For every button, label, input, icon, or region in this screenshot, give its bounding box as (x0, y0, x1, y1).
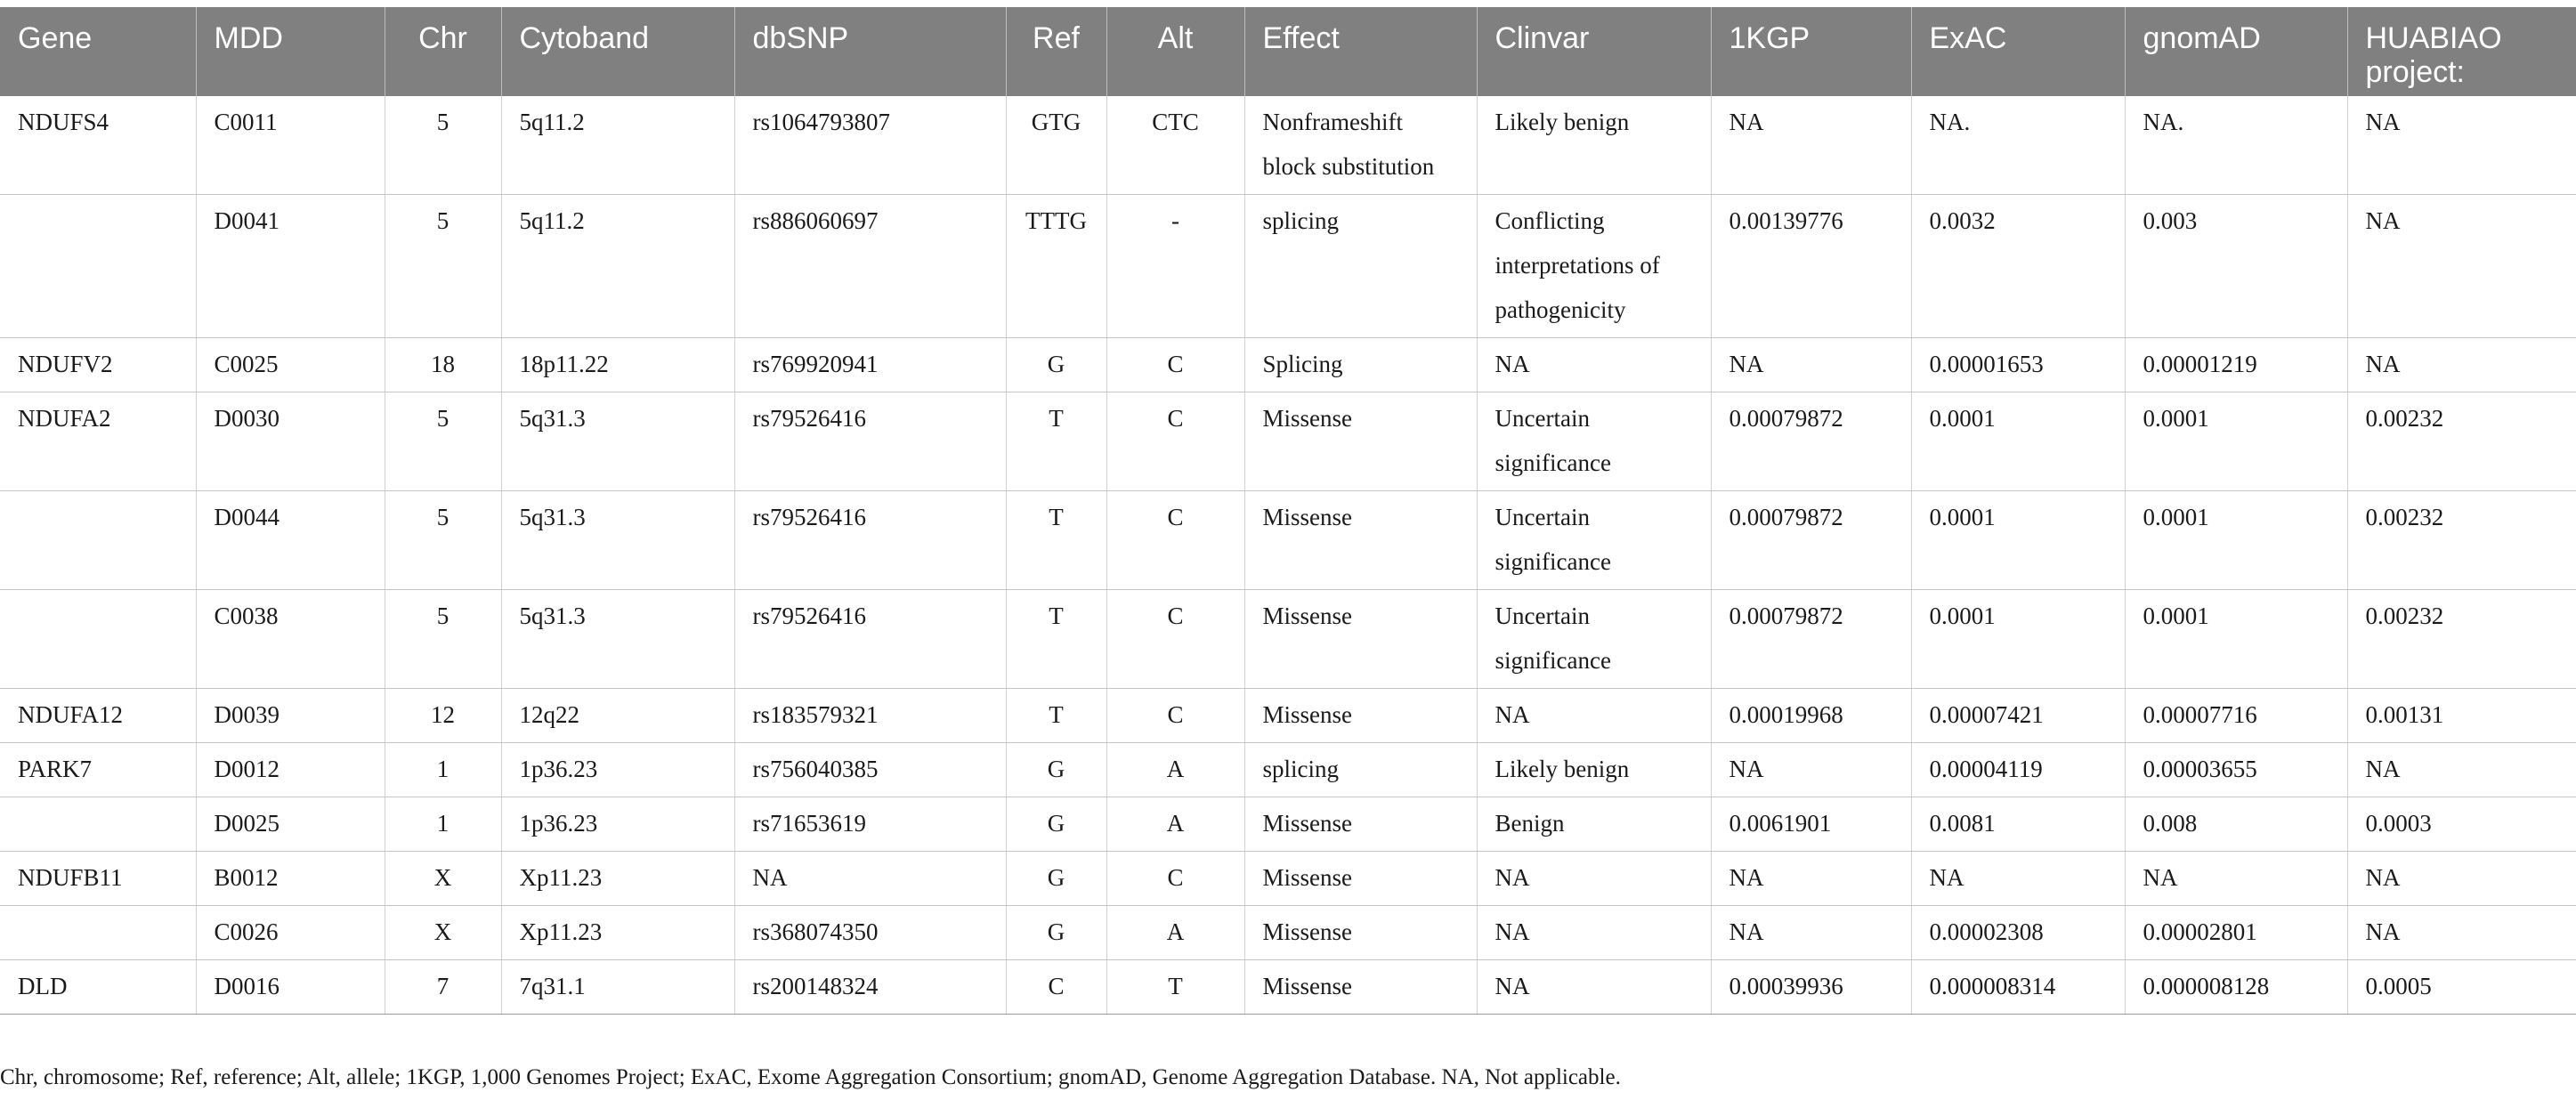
cell-clinvar: Likely benign (1477, 743, 1711, 797)
header-chr: Chr (385, 7, 501, 96)
cell-ref: T (1006, 689, 1106, 743)
cell-dbsnp: rs769920941 (734, 338, 1006, 392)
cell-cytoband: 7q31.1 (501, 960, 734, 1015)
cell-alt: A (1106, 906, 1244, 960)
cell-chr: X (385, 906, 501, 960)
header-huabiao: HUABIAO project: (2365, 21, 2502, 89)
cell-chr: 5 (385, 590, 501, 689)
cell-chr: 18 (385, 338, 501, 392)
cell-chr: 1 (385, 797, 501, 852)
cell-mdd: D0025 (196, 797, 385, 852)
table-row (0, 797, 2576, 852)
header-cytoband: Cytoband (501, 7, 734, 96)
cell-huabiao: 0.00232 (2347, 491, 2576, 590)
cell-exac: 0.00001653 (1911, 338, 2125, 392)
cell-effect: Missense (1244, 960, 1477, 1015)
cell-dbsnp: rs79526416 (734, 491, 1006, 590)
cell-cytoband: 5q11.2 (501, 195, 734, 338)
cell-chr: 7 (385, 960, 501, 1015)
header-alt: Alt (1106, 7, 1244, 96)
cell-cytoband: 18p11.22 (501, 338, 734, 392)
cell-chr: 5 (385, 392, 501, 491)
cell-dbsnp: rs200148324 (734, 960, 1006, 1015)
variant-table (0, 7, 2576, 1015)
cell-huabiao: NA (2347, 743, 2576, 797)
cell-exac: 0.00007421 (1911, 689, 2125, 743)
cell-mdd: C0011 (196, 96, 385, 195)
cell-1kgp: NA (1711, 338, 1911, 392)
cell-cytoband: Xp11.23 (501, 852, 734, 906)
cell-gnomad: 0.003 (2125, 195, 2347, 338)
cell-clinvar: Uncertain significance (1477, 392, 1711, 491)
cell-1kgp: 0.00079872 (1711, 590, 1911, 689)
cell-dbsnp: NA (734, 852, 1006, 906)
cell-gene: NDUFS4 (0, 96, 196, 195)
cell-alt: A (1106, 743, 1244, 797)
cell-mdd: D0012 (196, 743, 385, 797)
cell-gene: DLD (0, 960, 196, 1015)
table-row (0, 491, 2576, 590)
cell-effect: Missense (1244, 491, 1477, 590)
cell-mdd: C0026 (196, 906, 385, 960)
table-row (0, 96, 2576, 195)
cell-dbsnp: rs71653619 (734, 797, 1006, 852)
table-row (0, 960, 2576, 1015)
cell-huabiao: NA (2347, 338, 2576, 392)
cell-effect: Missense (1244, 392, 1477, 491)
cell-chr: 12 (385, 689, 501, 743)
cell-exac: 0.0001 (1911, 392, 2125, 491)
table-row (0, 195, 2576, 338)
cell-1kgp: 0.00139776 (1711, 195, 1911, 338)
table-row (0, 743, 2576, 797)
cell-exac: 0.00002308 (1911, 906, 2125, 960)
cell-gnomad: NA. (2125, 96, 2347, 195)
cell-clinvar: Uncertain significance (1477, 491, 1711, 590)
cell-alt: C (1106, 852, 1244, 906)
cell-dbsnp: rs756040385 (734, 743, 1006, 797)
cell-ref: GTG (1006, 96, 1106, 195)
cell-huabiao: 0.00232 (2347, 392, 2576, 491)
cell-huabiao: 0.0005 (2347, 960, 2576, 1015)
cell-chr: 5 (385, 96, 501, 195)
cell-gene: NDUFA2 (0, 392, 196, 491)
cell-1kgp: 0.00039936 (1711, 960, 1911, 1015)
cell-gnomad: 0.0001 (2125, 392, 2347, 491)
cell-exac: 0.0001 (1911, 491, 2125, 590)
cell-chr: 5 (385, 491, 501, 590)
table-row (0, 338, 2576, 392)
cell-effect: Nonframeshift block substitution (1244, 96, 1477, 195)
cell-1kgp: NA (1711, 852, 1911, 906)
cell-alt: C (1106, 491, 1244, 590)
cell-huabiao: NA (2347, 852, 2576, 906)
cell-alt: C (1106, 392, 1244, 491)
cell-huabiao: NA (2347, 195, 2576, 338)
cell-clinvar: NA (1477, 852, 1711, 906)
cell-ref: C (1006, 960, 1106, 1015)
cell-gene: NDUFB11 (0, 852, 196, 906)
cell-huabiao: NA (2347, 906, 2576, 960)
cell-clinvar: NA (1477, 689, 1711, 743)
cell-effect: splicing (1244, 743, 1477, 797)
cell-gnomad: 0.00003655 (2125, 743, 2347, 797)
cell-ref: G (1006, 338, 1106, 392)
cell-gene: NDUFV2 (0, 338, 196, 392)
cell-gene (0, 590, 196, 689)
cell-chr: 5 (385, 195, 501, 338)
cell-effect: splicing (1244, 195, 1477, 338)
cell-cytoband: 12q22 (501, 689, 734, 743)
cell-ref: G (1006, 906, 1106, 960)
cell-ref: G (1006, 797, 1106, 852)
table-row (0, 392, 2576, 491)
cell-ref: G (1006, 743, 1106, 797)
cell-exac: NA (1911, 852, 2125, 906)
cell-mdd: D0041 (196, 195, 385, 338)
cell-mdd: D0044 (196, 491, 385, 590)
cell-dbsnp: rs79526416 (734, 392, 1006, 491)
header-exac: ExAC (1911, 7, 2125, 96)
cell-cytoband: 5q31.3 (501, 392, 734, 491)
cell-ref: TTTG (1006, 195, 1106, 338)
cell-gnomad: 0.0001 (2125, 491, 2347, 590)
cell-cytoband: 1p36.23 (501, 743, 734, 797)
cell-alt: T (1106, 960, 1244, 1015)
cell-gnomad: 0.0001 (2125, 590, 2347, 689)
cell-clinvar: NA (1477, 338, 1711, 392)
cell-gnomad: NA (2125, 852, 2347, 906)
cell-cytoband: 1p36.23 (501, 797, 734, 852)
cell-gene (0, 797, 196, 852)
cell-effect: Missense (1244, 852, 1477, 906)
cell-gnomad: 0.00007716 (2125, 689, 2347, 743)
cell-effect: Missense (1244, 797, 1477, 852)
table-row (0, 906, 2576, 960)
cell-exac: 0.000008314 (1911, 960, 2125, 1015)
table-row (0, 852, 2576, 906)
table-header-row (0, 7, 2576, 96)
table-row (0, 689, 2576, 743)
cell-chr: X (385, 852, 501, 906)
cell-1kgp: 0.00019968 (1711, 689, 1911, 743)
cell-cytoband: Xp11.23 (501, 906, 734, 960)
cell-gene: NDUFA12 (0, 689, 196, 743)
header-effect: Effect (1244, 7, 1477, 96)
variant-table-container (0, 7, 2576, 1015)
header-dbsnp: dbSNP (734, 7, 1006, 96)
header-gnomad: gnomAD (2125, 7, 2347, 96)
cell-huabiao: NA (2347, 96, 2576, 195)
cell-effect: Splicing (1244, 338, 1477, 392)
cell-huabiao: 0.00232 (2347, 590, 2576, 689)
header-clinvar: Clinvar (1477, 7, 1711, 96)
cell-1kgp: 0.0061901 (1711, 797, 1911, 852)
cell-effect: Missense (1244, 906, 1477, 960)
cell-ref: T (1006, 590, 1106, 689)
cell-exac: 0.0032 (1911, 195, 2125, 338)
cell-alt: - (1106, 195, 1244, 338)
header-mdd: MDD (196, 7, 385, 96)
cell-dbsnp: rs183579321 (734, 689, 1006, 743)
cell-ref: T (1006, 491, 1106, 590)
cell-exac: 0.0001 (1911, 590, 2125, 689)
cell-1kgp: NA (1711, 906, 1911, 960)
cell-alt: C (1106, 689, 1244, 743)
cell-clinvar: Conflicting interpretations of pathogenicity (1477, 195, 1711, 338)
cell-huabiao: 0.00131 (2347, 689, 2576, 743)
cell-mdd: D0030 (196, 392, 385, 491)
cell-mdd: B0012 (196, 852, 385, 906)
header-gene: Gene (0, 7, 196, 96)
cell-clinvar: Likely benign (1477, 96, 1711, 195)
cell-chr: 1 (385, 743, 501, 797)
cell-exac: 0.00004119 (1911, 743, 2125, 797)
cell-cytoband: 5q31.3 (501, 590, 734, 689)
cell-alt: A (1106, 797, 1244, 852)
cell-gnomad: 0.00002801 (2125, 906, 2347, 960)
cell-mdd: C0025 (196, 338, 385, 392)
cell-dbsnp: rs886060697 (734, 195, 1006, 338)
cell-alt: CTC (1106, 96, 1244, 195)
cell-clinvar: NA (1477, 906, 1711, 960)
cell-ref: G (1006, 852, 1106, 906)
cell-mdd: C0038 (196, 590, 385, 689)
cell-dbsnp: rs79526416 (734, 590, 1006, 689)
header-ref: Ref (1006, 7, 1106, 96)
cell-gnomad: 0.00001219 (2125, 338, 2347, 392)
table-footnote: Chr, chromosome; Ref, reference; Alt, allele; 1KGP, 1,000 Genomes Project; ExAC, Exome Aggregation Consortium; gnomAD, Genome Aggregation Database. NA, Not applicable. (0, 1065, 1621, 1089)
table-body (0, 96, 2576, 1015)
cell-gene (0, 906, 196, 960)
cell-alt: C (1106, 590, 1244, 689)
cell-exac: NA. (1911, 96, 2125, 195)
cell-cytoband: 5q11.2 (501, 96, 734, 195)
cell-mdd: D0016 (196, 960, 385, 1015)
cell-1kgp: NA (1711, 96, 1911, 195)
cell-1kgp: 0.00079872 (1711, 392, 1911, 491)
cell-huabiao: 0.0003 (2347, 797, 2576, 852)
cell-exac: 0.0081 (1911, 797, 2125, 852)
cell-gene: PARK7 (0, 743, 196, 797)
cell-gene (0, 491, 196, 590)
cell-dbsnp: rs368074350 (734, 906, 1006, 960)
cell-gnomad: 0.000008128 (2125, 960, 2347, 1015)
cell-mdd: D0039 (196, 689, 385, 743)
cell-gene (0, 195, 196, 338)
cell-1kgp: NA (1711, 743, 1911, 797)
cell-effect: Missense (1244, 590, 1477, 689)
cell-effect: Missense (1244, 689, 1477, 743)
cell-dbsnp: rs1064793807 (734, 96, 1006, 195)
cell-clinvar: Benign (1477, 797, 1711, 852)
cell-ref: T (1006, 392, 1106, 491)
cell-alt: C (1106, 338, 1244, 392)
cell-clinvar: NA (1477, 960, 1711, 1015)
cell-gnomad: 0.008 (2125, 797, 2347, 852)
cell-1kgp: 0.00079872 (1711, 491, 1911, 590)
table-row (0, 590, 2576, 689)
header-1kgp: 1KGP (1711, 7, 1911, 96)
cell-clinvar: Uncertain significance (1477, 590, 1711, 689)
cell-cytoband: 5q31.3 (501, 491, 734, 590)
